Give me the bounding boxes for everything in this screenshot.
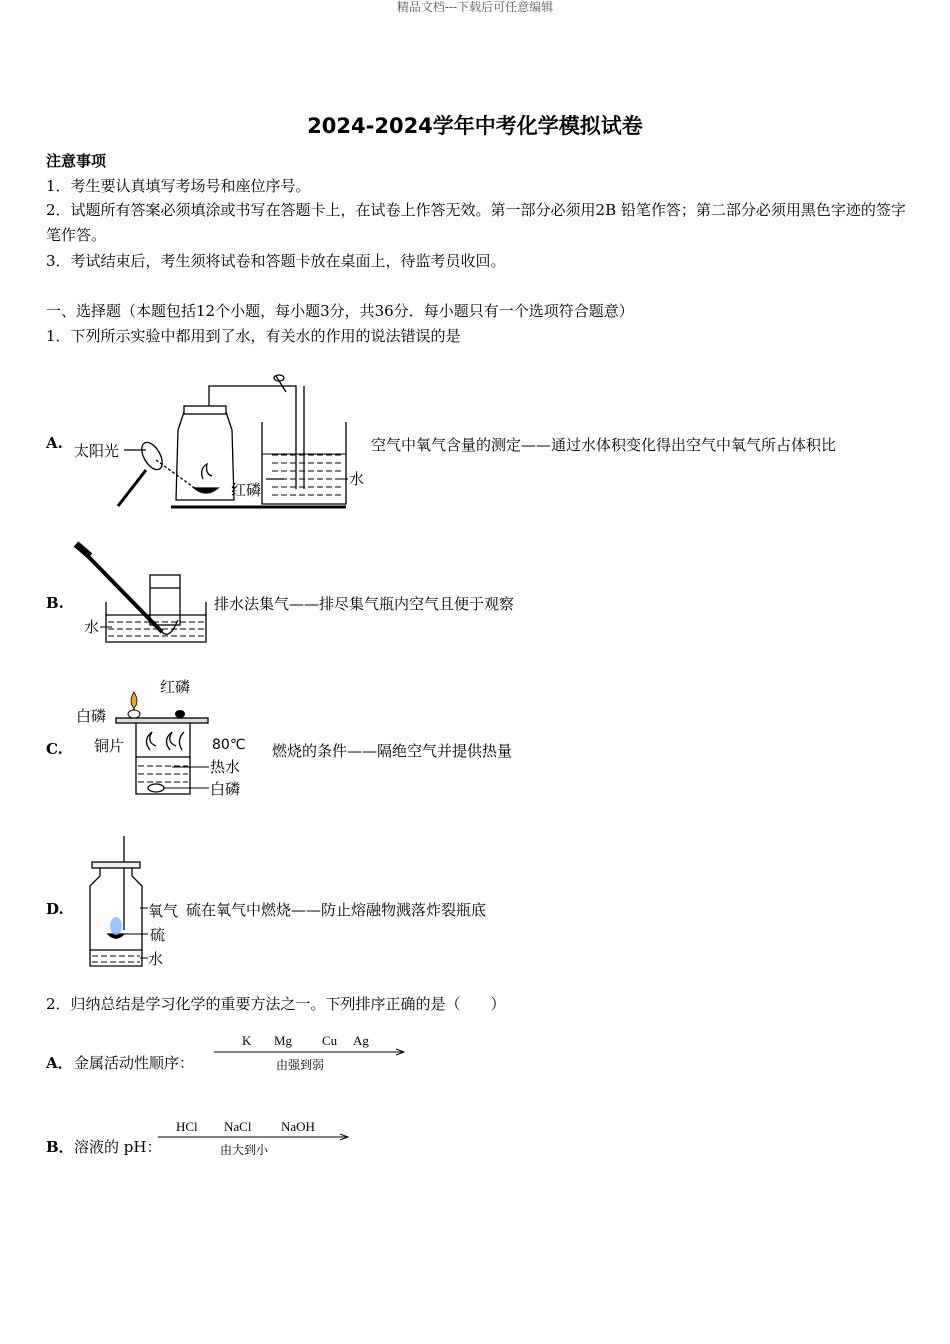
q1-option-c-letter: C. — [46, 740, 63, 758]
label-sulfur: 硫 — [150, 926, 166, 944]
label-red-phosphorus: 红磷 — [160, 678, 191, 696]
label-white-phosphorus-bottom: 白磷 — [210, 780, 241, 798]
seq-item: NaCl — [224, 1119, 252, 1134]
label-white-phosphorus-top: 白磷 — [76, 707, 107, 725]
notice-heading: 注意事项 — [46, 152, 107, 170]
page-header: 精品文档---下载后可任意编辑 — [396, 0, 554, 14]
q2-option-b-letter: B． — [46, 1138, 74, 1156]
label-sunlight: 太阳光 — [74, 442, 120, 460]
seq-item: Cu — [322, 1033, 338, 1048]
label-water: 水 — [84, 618, 100, 636]
seq-item: Ag — [353, 1033, 369, 1048]
q2-option-a-letter: A． — [46, 1054, 73, 1072]
q2-option-b-sequence — [154, 1116, 354, 1160]
label-oxygen: 氧气 — [148, 902, 179, 920]
q1-option-a-figure — [66, 364, 366, 516]
seq-item: Mg — [274, 1033, 293, 1048]
q1-option-b-text: 排水法集气——排尽集气瓶内空气且便于观察 — [214, 595, 515, 613]
seq-item: NaOH — [281, 1119, 315, 1134]
q1-option-a-letter: A. — [46, 434, 63, 452]
arrow-caption: 由大到小 — [220, 1143, 269, 1157]
notice-item-3: 3．考试结束后，考生须将试卷和答题卡放在桌面上，待监考员收回。 — [46, 252, 506, 270]
seq-item: HCl — [176, 1119, 198, 1134]
q1-option-b-figure — [70, 540, 210, 644]
q1-option-c-figure — [72, 672, 272, 802]
notice-item-1: 1．考生要认真填写考场号和座位序号。 — [46, 177, 311, 195]
q1-option-d-figure — [84, 834, 184, 974]
q2-option-b-label: 溶液的 pH： — [74, 1138, 162, 1156]
label-hot-water: 热水 — [210, 758, 241, 776]
seq-item: K — [242, 1033, 252, 1048]
q2-stem: 2．归纳总结是学习化学的重要方法之一。下列排序正确的是（ ） — [46, 995, 506, 1013]
label-water: 水 — [349, 470, 365, 488]
q1-option-a-text: 空气中氧气含量的测定——通过水体积变化得出空气中氧气所占体积比 — [371, 436, 837, 454]
q1-option-c-text: 燃烧的条件——隔绝空气并提供热量 — [272, 742, 513, 760]
label-red-phosphorus: 红磷 — [231, 481, 262, 499]
label-temperature: 80℃ — [212, 737, 246, 753]
q2-option-a-sequence — [210, 1030, 410, 1074]
q1-stem: 1．下列所示实验中都用到了水，有关水的作用的说法错误的是 — [46, 327, 461, 345]
q1-option-d-text: 硫在氧气中燃烧——防止熔融物溅落炸裂瓶底 — [186, 901, 487, 919]
label-water: 水 — [148, 950, 164, 968]
label-copper-sheet: 铜片 — [94, 737, 125, 755]
q1-option-d-letter: D. — [46, 900, 64, 918]
page-title: 2024-2024学年中考化学模拟试卷 — [307, 114, 643, 138]
notice-item-2: 2．试题所有答案必须填涂或书写在答题卡上，在试卷上作答无效。第一部分必须用2B 铅笔作答；第二部分必须用黑色字迹的签字笔作答。 — [46, 201, 906, 244]
arrow-caption: 由强到弱 — [276, 1058, 325, 1072]
q1-option-b-letter: B. — [46, 594, 64, 612]
q2-option-a-label: 金属活动性顺序： — [74, 1054, 195, 1072]
section-heading: 一、选择题（本题包括12个小题，每小题3分，共36分．每小题只有一个选项符合题意） — [46, 302, 634, 320]
